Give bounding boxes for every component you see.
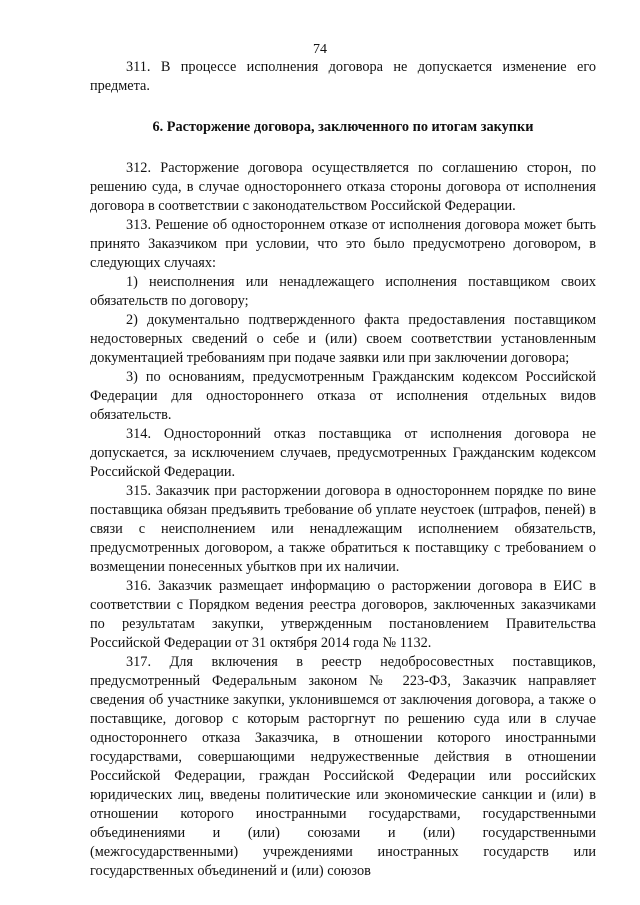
paragraph-311: 311. В процессе исполнения договора не допускается изменение его предмета.: [90, 59, 596, 94]
paragraph-313-item-1: 1) неисполнения или ненадлежащего исполнения поставщиком своих обязательств по договору;: [90, 274, 596, 309]
section-title: 6. Расторжение договора, заключенного по итогам закупки: [152, 119, 534, 135]
document-body: [90, 58, 596, 881]
paragraph-314: 314. Односторонний отказ поставщика от исполнения договора не допускается, за исключением случаев, предусмотренных Гражданским кодексом Российской Федерации.: [90, 426, 596, 480]
page-number: 74: [313, 42, 327, 57]
paragraph-313: 313. Решение об одностороннем отказе от исполнения договора может быть принято Заказчиком при условии, что это было предусмотрено договором, в следующих случаях:: [90, 217, 596, 271]
paragraph-317: 317. Для включения в реестр недобросовестных поставщиков, предусмотренный Федеральным законом № 223-ФЗ, Заказчик направляет сведения об участнике закупки, уклонившемся от заключения договора, а также о поставщике, договор с которым расторгнут по решению суда или в случае одностороннего отказа Заказчика, в отношении которого иностранными государствами, совершающими недружественные действия в отношении Российской Федерации, граждан Российской Федерации или российских юридических лиц, введены политические или экономические санкции и (или) в отношении которого иностранными государствами, государственными объединениями и (или) союзами и (или) государственными (межгосударственными) учреждениями иностранных государств или государственных объединений и (или) союзов: [90, 654, 596, 879]
paragraph-313-item-3: 3) по основаниям, предусмотренным Гражданским кодексом Российской Федерации для одностороннего отказа от исполнения отдельных видов обязательств.: [90, 369, 596, 423]
paragraph-316: 316. Заказчик размещает информацию о расторжении договора в ЕИС в соответствии с Порядком ведения реестра договоров, заключенных заказчиками по результатам закупки, утвержденным постановлением Правительства Российской Федерации от 31 октября 2014 года № 1132.: [90, 578, 596, 651]
paragraph-313-item-2: 2) документально подтвержденного факта предоставления поставщиком недостоверных сведений о себе и (или) своем соответствии установленным документацией требованиям при подаче заявки или при заключении договора;: [90, 312, 596, 366]
paragraph-315: 315. Заказчик при расторжении договора в одностороннем порядке по вине поставщика обязан предъявить требование об уплате неустоек (штрафов, пеней) в связи с неисполнением или ненадлежащим исполнением обязательств, предусмотренных договором, а также обратиться к поставщику с требованием о возмещении понесенных убытков при их наличии.: [90, 483, 596, 575]
paragraph-312: 312. Расторжение договора осуществляется по соглашению сторон, по решению суда, в случае одностороннего отказа стороны договора от исполнения договора в соответствии с законодательством Российской Федерации.: [90, 160, 596, 214]
